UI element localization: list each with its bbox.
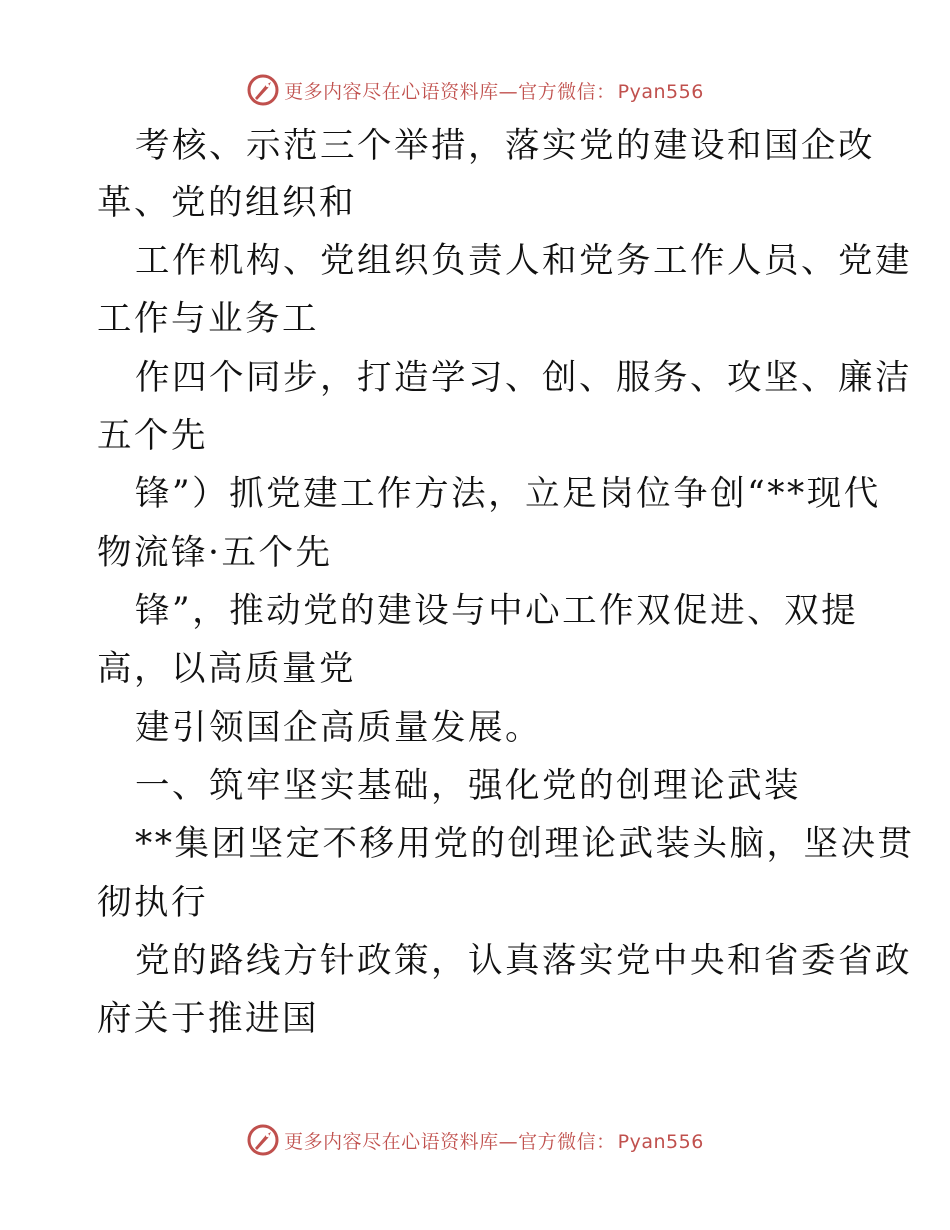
watermark-site-text: 更多内容尽在心语资料库—官方微信： bbox=[284, 1130, 616, 1153]
text-line: 建引领国企高质量发展。 bbox=[135, 708, 542, 748]
footer-watermark bbox=[0, 1122, 950, 1158]
text-line: 物流锋·五个先 bbox=[97, 533, 333, 573]
text-line: 高，以高质量党 bbox=[97, 649, 356, 689]
text-line: **集团坚定不移用党的创理论武装头脑，坚决贯 bbox=[135, 824, 915, 864]
watermark-text bbox=[284, 1127, 704, 1154]
watermark-handle: Pyan556 bbox=[617, 80, 704, 103]
watermark-handle: Pyan556 bbox=[617, 1130, 704, 1153]
watermark-site-text: 更多内容尽在心语资料库—官方微信： bbox=[284, 80, 616, 103]
section-heading: 一、筑牢坚实基础，强化党的创理论武装 bbox=[135, 766, 801, 806]
text-line: 锋”，推动党的建设与中心工作双促进、双提 bbox=[135, 591, 859, 631]
text-line: 作四个同步，打造学习、创、服务、攻坚、廉洁 bbox=[135, 358, 912, 398]
text-line: 工作与业务工 bbox=[97, 299, 319, 339]
pen-nib-circle-icon bbox=[246, 73, 280, 107]
text-line: 党的路线方针政策，认真落实党中央和省委省政 bbox=[135, 941, 912, 981]
text-line: 府关于推进国 bbox=[97, 999, 319, 1039]
text-line: 锋”）抓党建工作方法，立足岗位争创“**现代 bbox=[135, 474, 881, 514]
text-line: 工作机构、党组织负责人和党务工作人员、党建 bbox=[135, 241, 912, 281]
text-line: 革、党的组织和 bbox=[97, 183, 356, 223]
text-line: 五个先 bbox=[97, 416, 208, 456]
text-line: 彻执行 bbox=[97, 883, 208, 923]
watermark-text bbox=[284, 77, 704, 104]
pen-nib-circle-icon bbox=[246, 1123, 280, 1157]
header-watermark bbox=[0, 72, 950, 108]
text-line: 考核、示范三个举措，落实党的建设和国企改 bbox=[135, 126, 875, 166]
